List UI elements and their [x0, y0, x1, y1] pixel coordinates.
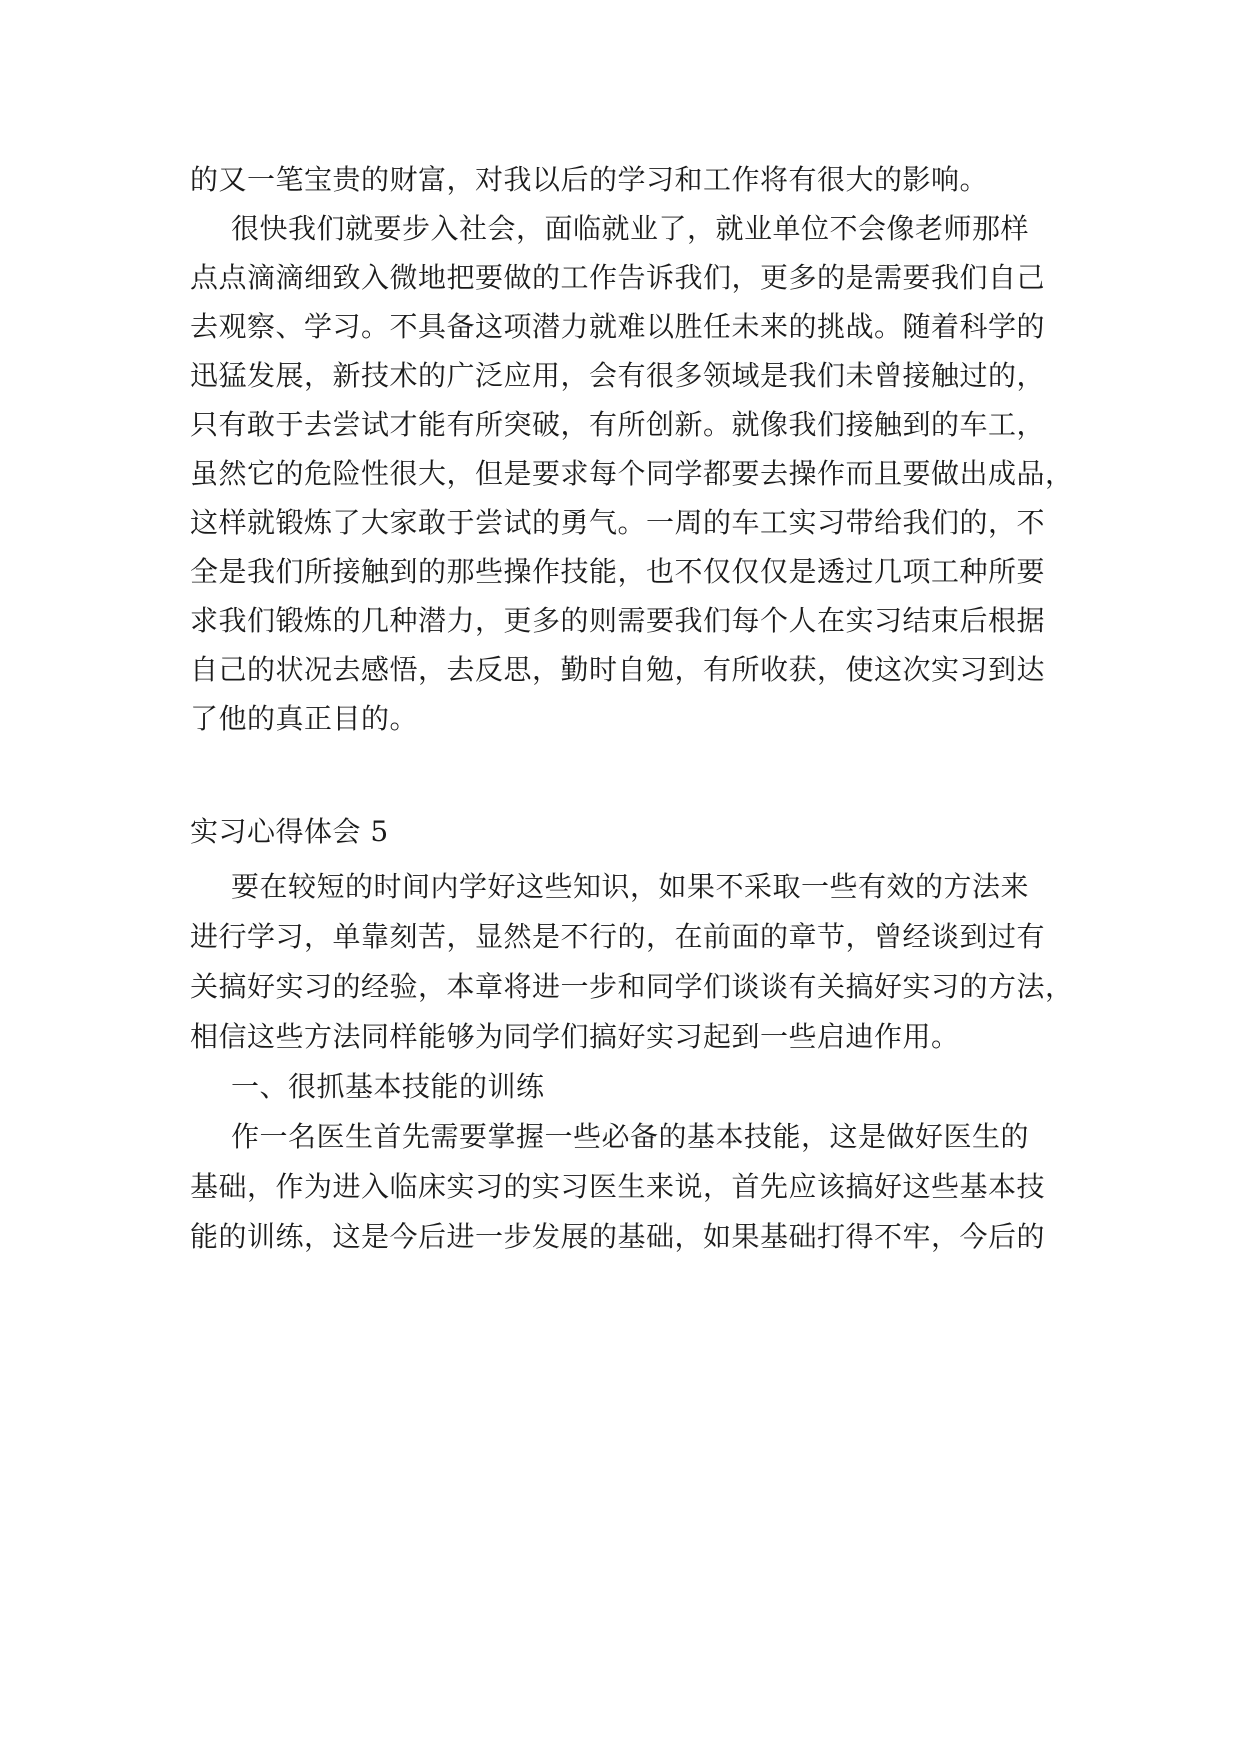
text-line: 自己的状况去感悟，去反思，勤时自勉，有所收获，使这次实习到达: [190, 653, 1046, 686]
text-line: 去观察、学习。不具备这项潜力就难以胜任未来的挑战。随着科学的: [190, 310, 1046, 343]
text-line: 关搞好实习的经验，本章将进一步和同学们谈谈有关搞好实习的方法，: [190, 970, 1074, 1003]
text-line: 全是我们所接触到的那些操作技能，也不仅仅仅是透过几项工种所要: [190, 555, 1046, 588]
text-line: 点点滴滴细致入微地把要做的工作告诉我们，更多的是需要我们自己: [190, 261, 1046, 294]
text-line: 虽然它的危险性很大，但是要求每个同学都要去操作而且要做出成品，: [190, 457, 1074, 490]
text-line: 只有敢于去尝试才能有所突破，有所创新。就像我们接触到的车工，: [190, 408, 1046, 441]
text-line: 能的训练，这是今后进一步发展的基础，如果基础打得不牢，今后的: [190, 1220, 1046, 1253]
text-line: 进行学习，单靠刻苦，显然是不行的，在前面的章节，曾经谈到过有: [190, 920, 1046, 953]
text-line: 相信这些方法同样能够为同学们搞好实习起到一些启迪作用。: [190, 1020, 960, 1053]
text-line: 求我们锻炼的几种潜力，更多的则需要我们每个人在实习结束后根据: [190, 604, 1046, 637]
text-line: 迅猛发展，新技术的广泛应用，会有很多领域是我们未曾接触过的，: [190, 359, 1046, 392]
section-heading: 实习心得体会 5: [190, 815, 389, 848]
text-line: 作一名医生首先需要掌握一些必备的基本技能，这是做好医生的: [231, 1120, 1030, 1153]
text-line: 基础，作为进入临床实习的实习医生来说，首先应该搞好这些基本技: [190, 1170, 1046, 1203]
text-line: 很快我们就要步入社会，面临就业了，就业单位不会像老师那样: [231, 212, 1030, 245]
text-line: 这样就锻炼了大家敢于尝试的勇气。一周的车工实习带给我们的，不: [190, 506, 1046, 539]
text-line: 了他的真正目的。: [190, 702, 419, 735]
text-line: 的又一笔宝贵的财富，对我以后的学习和工作将有很大的影响。: [190, 163, 989, 196]
subsection-heading: 一、很抓基本技能的训练: [231, 1070, 545, 1103]
text-line: 要在较短的时间内学好这些知识，如果不采取一些有效的方法来: [231, 870, 1030, 903]
